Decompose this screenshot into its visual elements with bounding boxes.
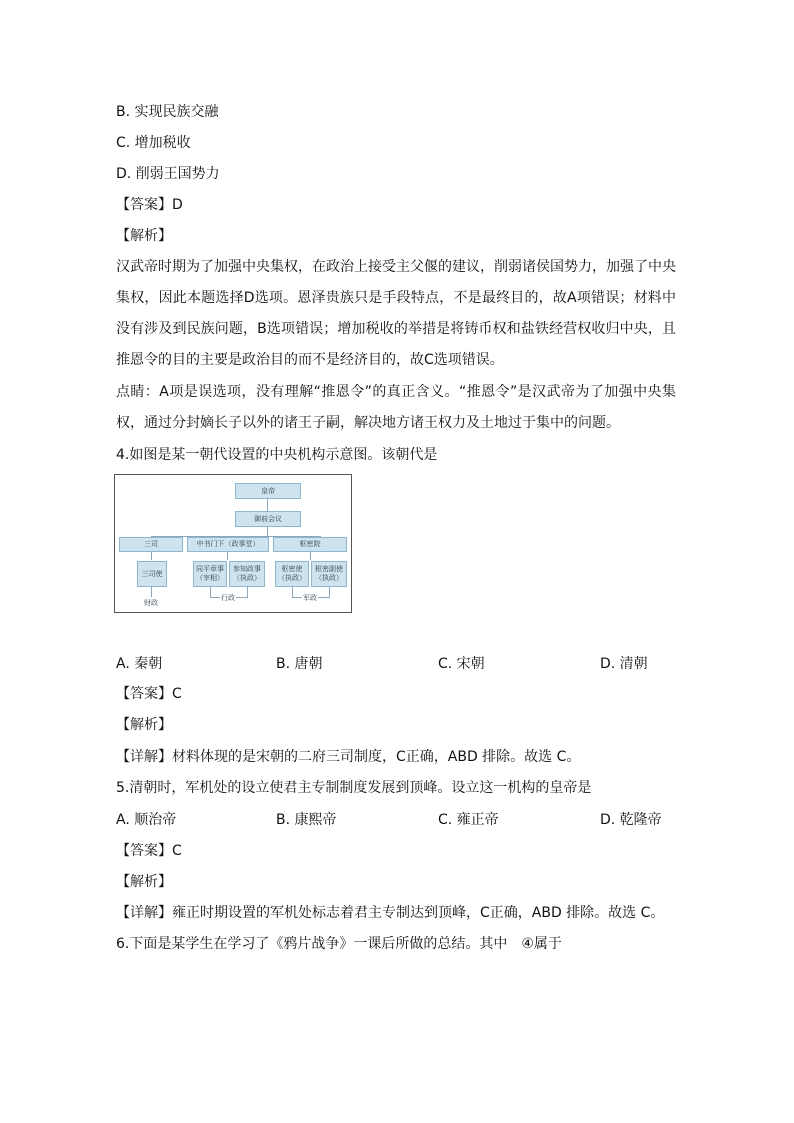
diagram-shumifushi-box: 枢密副使（执政） <box>311 561 347 587</box>
q5-option-d: D. 乾隆帝 <box>600 812 662 828</box>
q5-stem: 5.清朝时，军机处的设立使君主专制制度发展到顶峰。设立这一机构的皇帝是 <box>116 780 592 796</box>
diagram-administration-label: 行政 <box>221 594 235 602</box>
detail-tag: 【详解】 <box>116 905 172 921</box>
diagram-connector <box>292 587 293 597</box>
q4-option-c: C. 宋朝 <box>438 656 485 672</box>
q5-analysis-tag: 【解析】 <box>116 874 172 890</box>
q4-option-d: D. 清朝 <box>600 656 648 672</box>
diagram-shumi-box: 枢密院 <box>273 537 347 552</box>
q3-analysis-text: 汉武帝时期为了加强中央集权，在政治上接受主父偃的建议，削弱诸侯国势力，加强了中央集权，因此本题选择D选项。恩泽贵族只是手段特点，不是最终目的，故A项错误；材料中没有涉及到民族问题，B选项错误；增加税收的举措是将铸币权和盐铁经营权收归中央，且推恩令的目的主要是政治目的而不是经济目的，故C选项错误。 <box>116 259 676 368</box>
diagram-sansi-box: 三司 <box>119 537 183 552</box>
diagram-shumishi-box: 枢密使（执政） <box>275 561 309 587</box>
answer-tag: 【答案】 <box>116 197 172 213</box>
q3-option-d: D. 削弱王国势力 <box>116 166 220 182</box>
diagram-connector <box>267 527 268 536</box>
diagram-council-box: 御前会议 <box>235 511 301 527</box>
q4-detail <box>116 747 580 767</box>
diagram-sansishi-box: 三司使 <box>137 561 167 587</box>
answer-value: C <box>172 686 182 702</box>
diagram-connector <box>247 587 248 597</box>
diagram-connector <box>151 587 152 597</box>
q4-answer <box>116 684 182 704</box>
central-institution-diagram <box>114 474 352 613</box>
detail-text: 雍正时期设置的军机处标志着君主专制达到顶峰，C正确，ABD 排除。故选 C。 <box>172 905 665 921</box>
answer-value: C <box>172 843 182 859</box>
answer-value: D <box>172 197 183 213</box>
q3-analysis-tag: 【解析】 <box>116 228 172 244</box>
diagram-connector <box>151 552 152 560</box>
q4-analysis-tag: 【解析】 <box>116 717 172 733</box>
q4-stem: 4.如图是某一朝代设置的中央机构示意图。该朝代是 <box>116 447 438 463</box>
detail-tag: 【详解】 <box>116 749 172 765</box>
q3-option-b: B. 实现民族交融 <box>116 104 219 120</box>
diagram-connector <box>227 552 228 560</box>
q5-option-a: A. 顺治帝 <box>116 812 177 828</box>
diagram-pingzhang-box: 同平章事（宰相） <box>193 561 227 587</box>
diagram-finance-label: 财政 <box>144 599 158 607</box>
q6-stem: 6.下面是某学生在学习了《鸦片战争》一课后所做的总结。其中 ④属于 <box>116 936 562 952</box>
diagram-emperor-box: 皇帝 <box>235 483 301 499</box>
q5-option-c: C. 雍正帝 <box>438 812 499 828</box>
q4-option-b: B. 唐朝 <box>276 656 323 672</box>
q4-option-a: A. 秦朝 <box>116 656 163 672</box>
answer-tag: 【答案】 <box>116 843 172 859</box>
detail-text: 材料体现的是宋朝的二府三司制度，C正确，ABD 排除。故选 C。 <box>172 749 581 765</box>
q5-detail <box>116 903 664 923</box>
q5-option-b: B. 康熙帝 <box>276 812 337 828</box>
diagram-connector <box>329 587 330 597</box>
q3-option-c: C. 增加税收 <box>116 135 191 151</box>
q3-answer <box>116 195 183 215</box>
diagram-military-label: 军政 <box>303 594 317 602</box>
q3-comment-text: 点睛：A项是误选项，没有理解“推恩令”的真正含义。“推恩令”是汉武帝为了加强中央集权，通过分封嫡长子以外的诸王子嗣，解决地方诸王权力及土地过于集中的问题。 <box>116 384 676 431</box>
diagram-zhongshu-box: 中书门下（政事堂） <box>187 537 269 552</box>
diagram-canzhi-box: 参知政事（执政） <box>229 561 265 587</box>
diagram-connector <box>267 499 268 511</box>
answer-tag: 【答案】 <box>116 686 172 702</box>
diagram-connector <box>210 587 211 597</box>
diagram-connector <box>310 552 311 560</box>
q5-answer <box>116 841 182 861</box>
